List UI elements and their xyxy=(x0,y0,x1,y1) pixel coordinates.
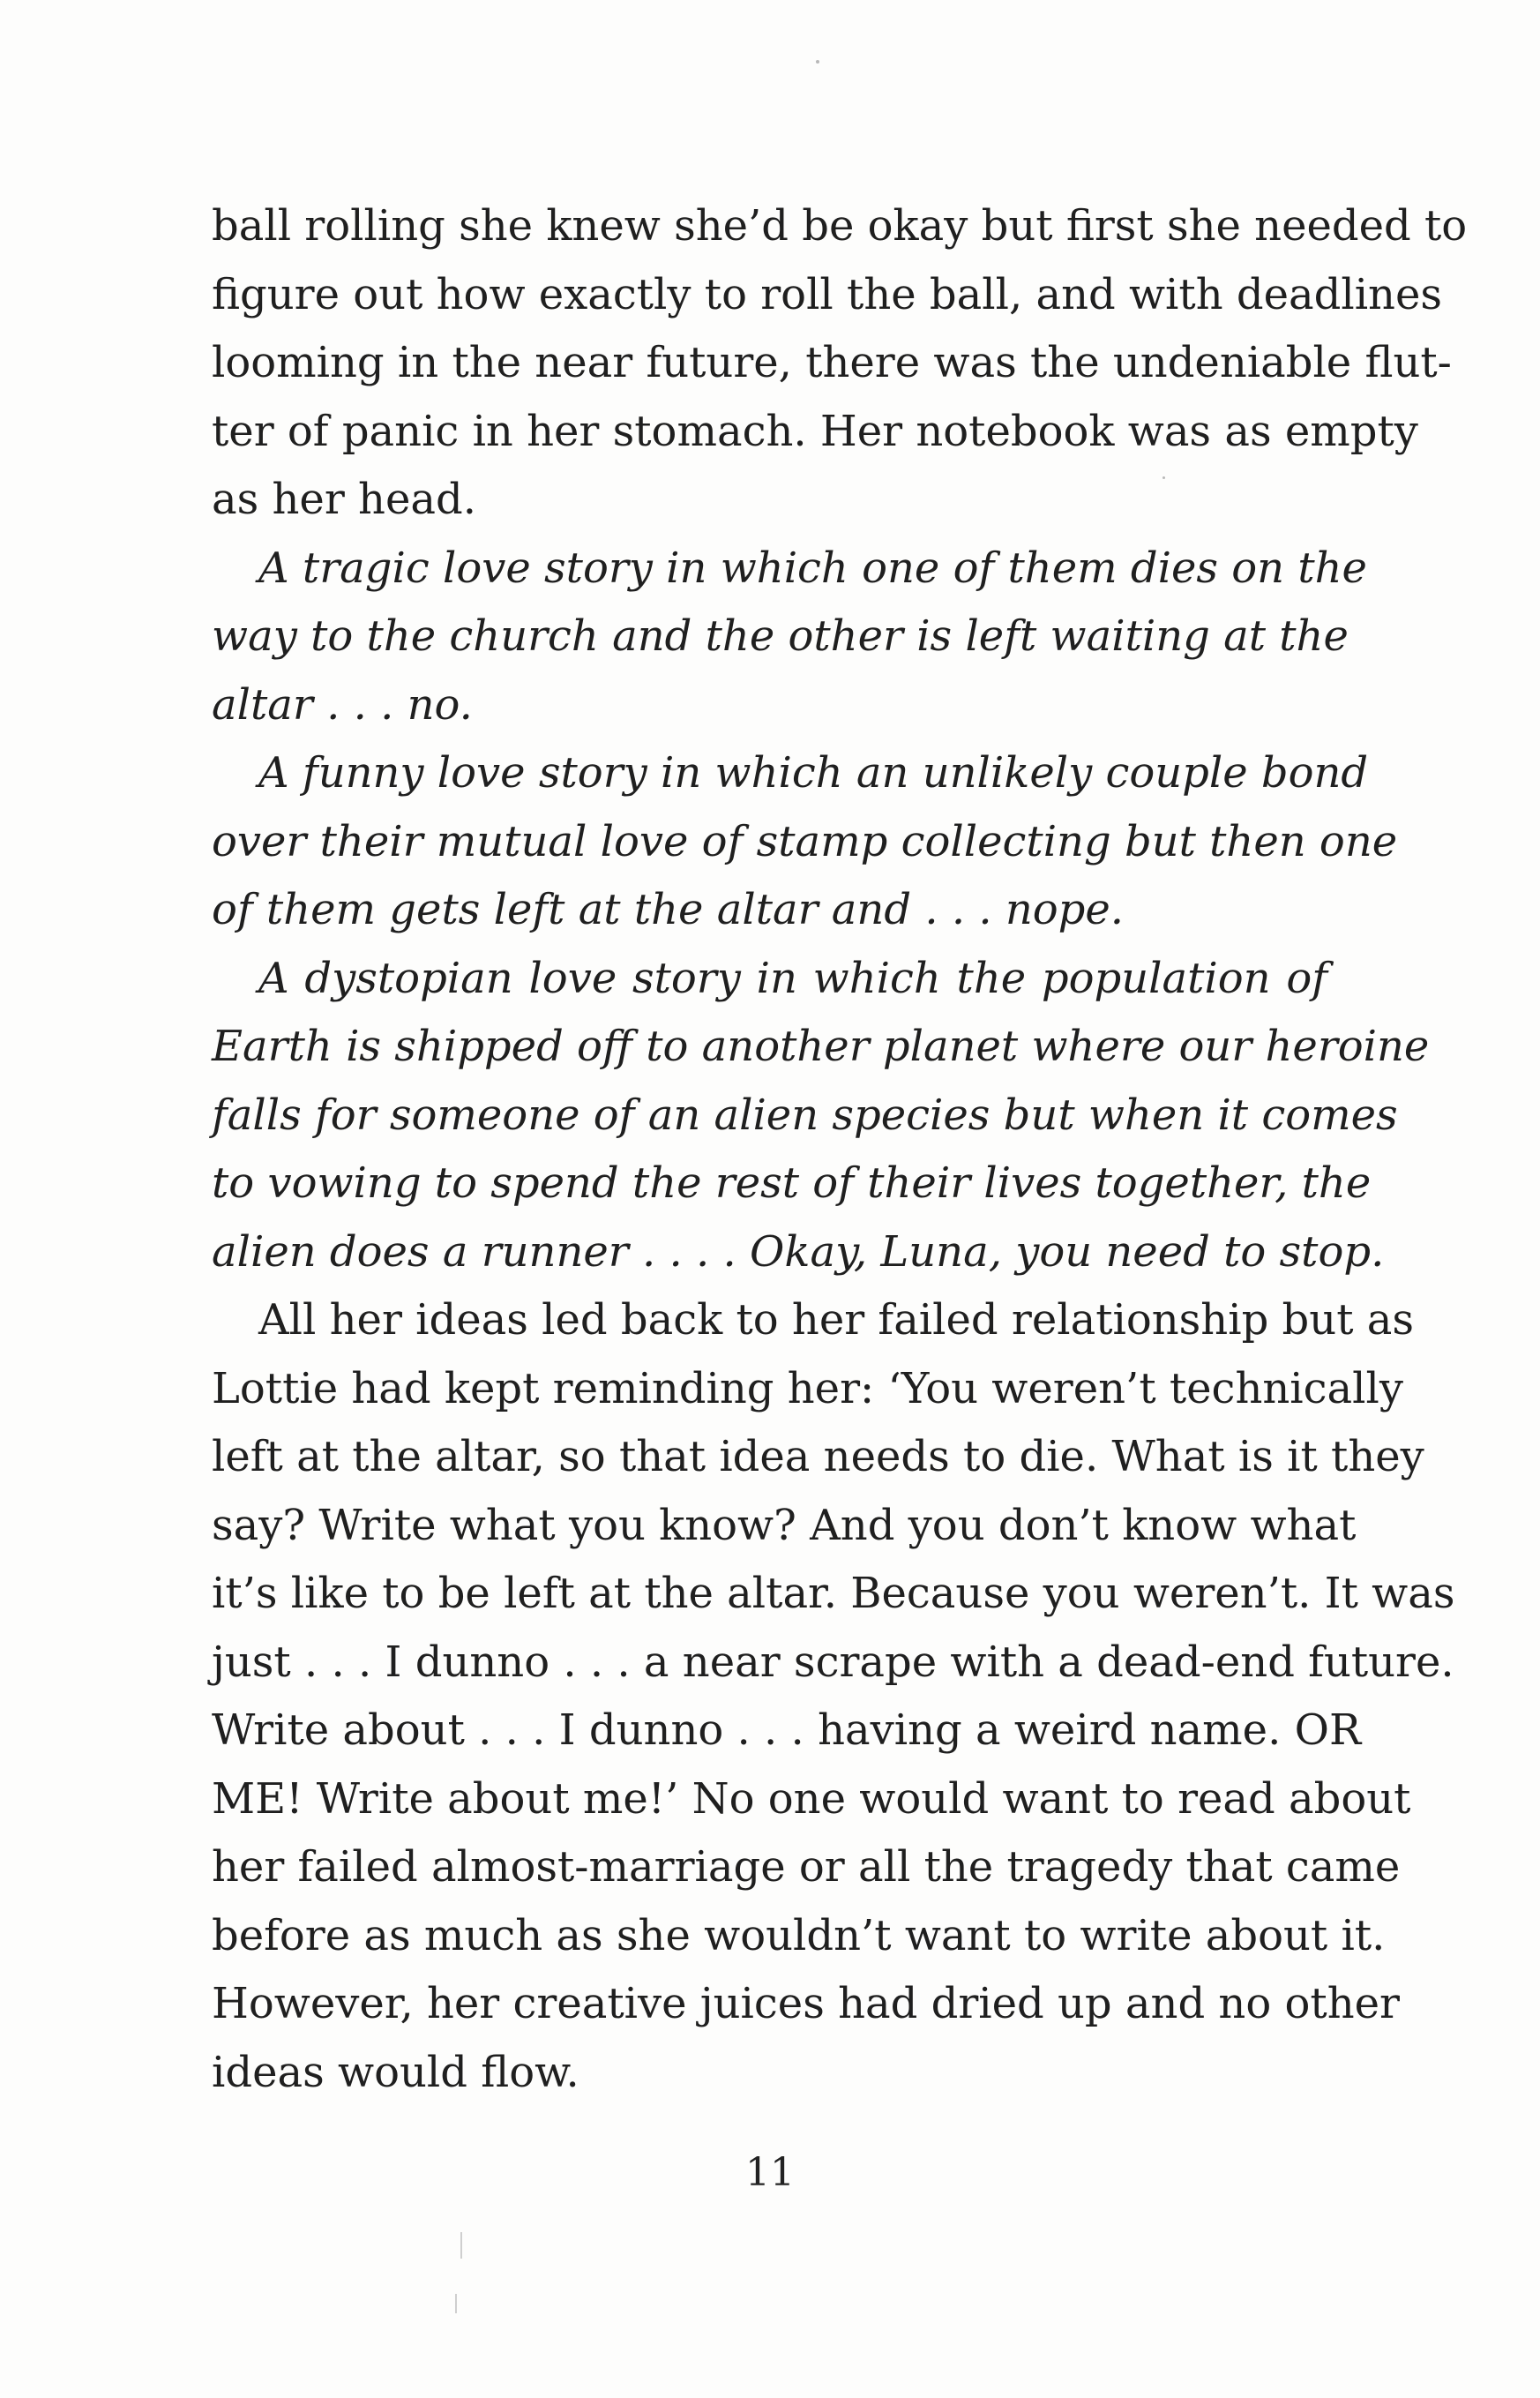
text-line: All her ideas led back to her failed relationship but as xyxy=(258,1295,1414,1345)
scan-speck xyxy=(1162,476,1165,479)
text-line: left at the altar, so that idea needs to die. What is it they xyxy=(212,1432,1424,1481)
text-line: falls for someone of an alien species but when it comes xyxy=(212,1090,1398,1140)
text-line: figure out how exactly to roll the ball, and with deadlines xyxy=(212,269,1442,319)
paragraph-5 xyxy=(212,1286,1455,2107)
page-number: 11 xyxy=(745,2150,795,2195)
text-line: looming in the near future, there was the undeniable flut- xyxy=(212,338,1452,387)
text-line: it’s like to be left at the altar. Because you weren’t. It was xyxy=(212,1569,1455,1618)
text-line: ideas would flow. xyxy=(212,2047,579,2097)
text-line: ball rolling she knew she’d be okay but first she needed to xyxy=(212,201,1468,251)
paragraph-3 xyxy=(212,739,1398,945)
body-text xyxy=(212,192,1468,2107)
text-line: Lottie had kept reminding her: ‘You weren’t technically xyxy=(212,1363,1403,1413)
text-line: way to the church and the other is left waiting at the xyxy=(212,611,1349,661)
scan-scratch xyxy=(460,2232,462,2259)
text-line: A funny love story in which an unlikely couple bond xyxy=(258,748,1369,798)
text-line: A tragic love story in which one of them dies on the xyxy=(258,543,1367,593)
text-line: just . . . I dunno . . . a near scrape with a dead-end future. xyxy=(212,1637,1454,1687)
text-line: However, her creative juices had dried up and no other xyxy=(212,1979,1400,2028)
text-line: Earth is shipped off to another planet where our heroine xyxy=(212,1022,1430,1071)
paragraph-1 xyxy=(212,192,1468,535)
text-line: ter of panic in her stomach. Her notebook was as empty xyxy=(212,406,1418,456)
text-line: Write about . . . I dunno . . . having a weird name. OR xyxy=(212,1705,1362,1755)
text-line: A dystopian love story in which the population of xyxy=(258,953,1327,1003)
text-line: to vowing to spend the rest of their lives together, the xyxy=(212,1158,1372,1208)
text-line: her failed almost-marriage or all the tragedy that came xyxy=(212,1842,1401,1892)
scan-speck xyxy=(816,60,819,64)
text-line: as her head. xyxy=(212,475,476,524)
text-line: alien does a runner . . . . Okay, Luna, you need to stop. xyxy=(212,1226,1385,1277)
text-line: say? Write what you know? And you don’t know what xyxy=(212,1500,1357,1550)
text-line: ME! Write about me!’ No one would want to read about xyxy=(212,1773,1411,1824)
paragraph-4 xyxy=(212,945,1430,1287)
paragraph-2 xyxy=(212,535,1367,740)
scan-scratch xyxy=(455,2294,457,2313)
text-line: of them gets left at the altar and . . . nope. xyxy=(212,885,1125,934)
text-line: over their mutual love of stamp collecting but then one xyxy=(212,816,1398,866)
text-line: altar . . . no. xyxy=(212,679,473,730)
text-line: before as much as she wouldn’t want to write about it. xyxy=(212,1910,1386,1960)
